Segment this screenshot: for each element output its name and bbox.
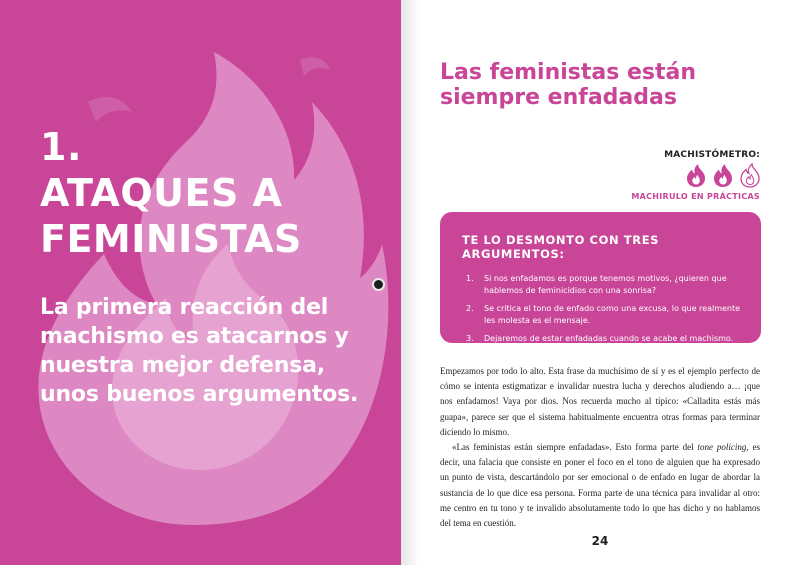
chapter-number: 1. <box>40 125 82 169</box>
section-title <box>440 60 760 110</box>
arguments-box <box>440 212 761 343</box>
argument-text: Se critica el tono de enfado como una excusa, lo que realmente les molesta es el mensaje. <box>484 304 741 325</box>
page-number: 24 <box>591 534 609 548</box>
meter-level-label: MACHIRULO EN PRÁCTICAS <box>631 192 760 201</box>
machistometro <box>600 150 760 201</box>
flame-filled-icon <box>713 163 733 188</box>
argument-number: 1. <box>466 274 474 283</box>
chapter-title-line: FEMINISTAS <box>40 217 302 261</box>
chapter-subtitle: La primera reacción del machismo es atacarnos y nuestra mejor defensa, unos buenos argumentos. <box>40 295 359 407</box>
paragraph: Empezamos por todo lo alto. Esta frase da muchísimo de sí y es el ejemplo perfecto de cómo se intenta estigmatizar e invalidar nuestra lucha y derechos aludiendo a… ¡que nos enfadamos! Vaya por dios. Nos recuerda mucho al típico: «Calladita estás más guapa», parece ser que el sistema habitualmente encuentra otras formas para terminar diciendo lo mismo. <box>440 366 760 437</box>
body-text <box>440 364 760 531</box>
argument-item <box>462 333 743 345</box>
binding-dot <box>372 278 385 291</box>
paragraph-text: , es decir, una falacia que consiste en poner el foco en el tono de alguien que ha expresado un punto de vista, descartándolo por ser emocional o de enfado en lugar de abordar la sustancia de lo que dice esa persona. Forma parte de una técnica para invalidar al otro: me centro en tu tono y te invalido absolutamente todo lo que has dicho y no hablamos del tema en cuestión. <box>440 442 761 529</box>
section-title-line: siempre enfadadas <box>440 85 677 110</box>
meter-icons <box>600 163 760 189</box>
gutter-shadow <box>401 0 419 565</box>
argument-number: 3. <box>466 334 474 343</box>
argument-number: 2. <box>466 304 474 313</box>
chapter-title <box>40 124 370 262</box>
italic-term: tone policing <box>697 442 747 453</box>
argument-text: Dejaremos de estar enfadadas cuando se acabe el machismo. <box>484 334 734 343</box>
argument-text: Si nos enfadamos es porque tenemos motivos, ¿quieren que hablemos de feminicidios con una sonrisa? <box>484 274 727 295</box>
paragraph <box>440 440 760 531</box>
section-title-line: Las feministas están <box>440 60 697 85</box>
meter-label: MACHISTÓMETRO: <box>664 150 760 160</box>
argument-item <box>462 273 743 296</box>
chapter-title-line: ATAQUES A <box>40 171 283 215</box>
flame-filled-icon <box>686 163 706 188</box>
argument-item <box>462 303 743 326</box>
paragraph-text: «Las feministas están siempre enfadadas». Esto forma parte del <box>452 442 698 453</box>
flame-outline-icon <box>740 163 760 188</box>
arguments-list <box>462 273 743 345</box>
arguments-title: TE LO DESMONTO CON TRES ARGUMENTOS: <box>462 233 660 261</box>
